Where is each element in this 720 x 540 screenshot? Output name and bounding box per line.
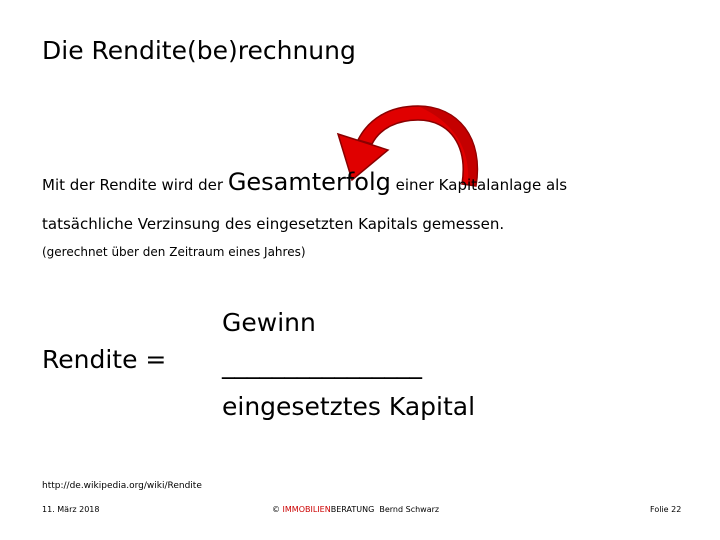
slide-number: Folie 22 <box>650 505 682 514</box>
definition-line-1 <box>42 168 567 196</box>
formula-denominator: eingesetztes Kapital <box>222 392 476 421</box>
period-note: (gerechnet über den Zeitraum eines Jahres) <box>42 245 306 259</box>
footer-author: Bernd Schwarz <box>379 505 440 514</box>
footer-brand <box>272 505 439 514</box>
definition-text-after: einer Kapitalanlage als <box>390 176 568 194</box>
formula-lhs: Rendite = <box>42 345 167 374</box>
brand-name-red: IMMOBILIEN <box>282 505 331 514</box>
definition-line-2: tatsächliche Verzinsung des eingesetzten Kapitals gemessen. <box>42 215 505 233</box>
slide-title: Die Rendite(be)rechnung <box>42 36 356 65</box>
fraction-bar: ________________ <box>222 350 422 379</box>
copyright-symbol: © <box>272 505 280 514</box>
definition-text-before: Mit der Rendite wird der <box>42 176 228 194</box>
source-link[interactable]: http://de.wikipedia.org/wiki/Rendite <box>42 481 202 491</box>
footer-date: 11. März 2018 <box>42 505 100 514</box>
brand-name-rest: BERATUNG <box>330 505 375 514</box>
formula-numerator: Gewinn <box>222 308 316 337</box>
key-term: Gesamterfolg <box>227 168 391 196</box>
